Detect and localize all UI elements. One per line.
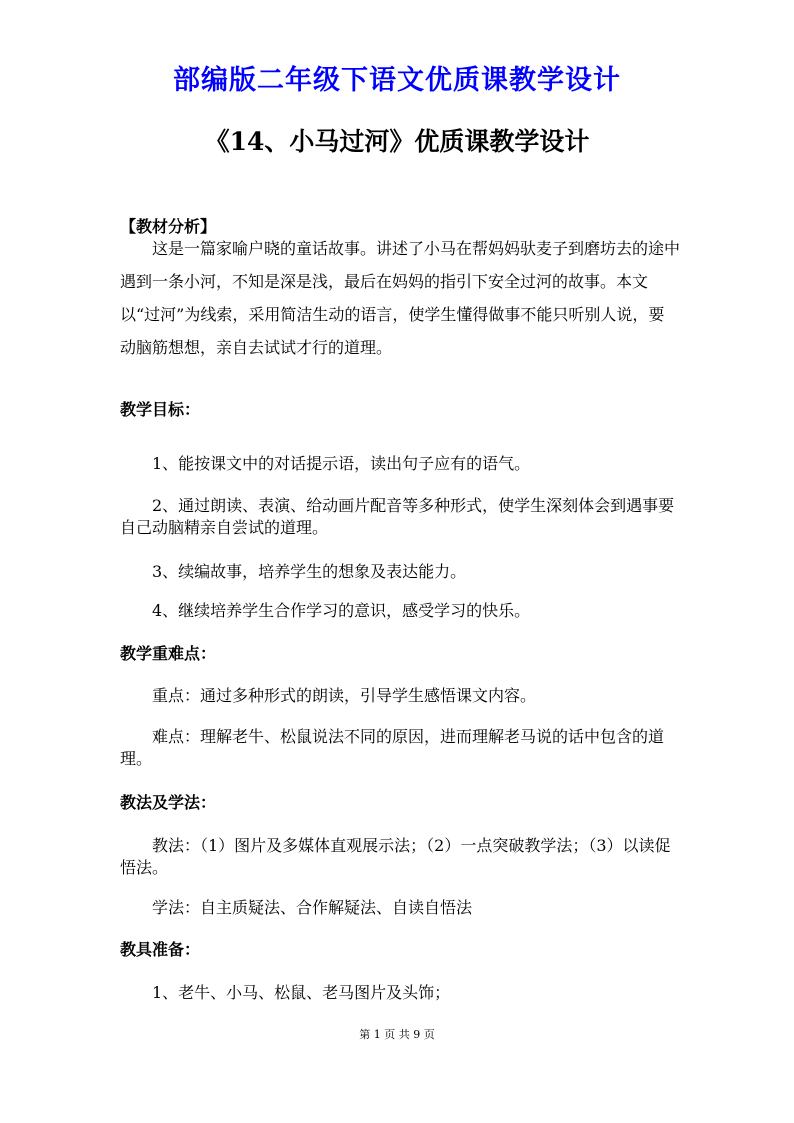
goal-item: 4、继续培养学生合作学习的意识，感受学习的快乐。 xyxy=(152,601,531,620)
analysis-heading: 【教材分析】 xyxy=(120,217,217,236)
learning-method: 学法：自主质疑法、合作解疑法、自读自悟法 xyxy=(152,898,473,917)
methods-heading: 教法及学法： xyxy=(120,793,217,812)
goals-heading: 教学目标： xyxy=(120,400,201,419)
page-footer: 第 1 页 共 9 页 xyxy=(359,1028,435,1041)
document-subtitle: 《14、小马过河》优质课教学设计 xyxy=(204,127,590,156)
tool-item: 1、老牛、小马、松鼠、老马图片及头饰； xyxy=(152,983,451,1002)
teaching-method: 教法：（1）图片及多媒体直观展示法；（2）一点突破教学法；（3）以读促悟法。 xyxy=(120,836,671,877)
focus-point: 重点：通过多种形式的朗读，引导学生感悟课文内容。 xyxy=(152,686,537,705)
goal-item: 3、续编故事，培养学生的想象及表达能力。 xyxy=(152,562,467,581)
keypoints-heading: 教学重难点： xyxy=(120,644,217,663)
difficulty-point: 难点：理解老牛、松鼠说法不同的原因，进而理解老马说的话中包含的道理。 xyxy=(120,727,665,768)
document-title: 部编版二年级下语文优质课教学设计 xyxy=(173,65,621,96)
tools-heading: 教具准备： xyxy=(120,940,201,959)
goal-item: 1、能按课文中的对话提示语，读出句子应有的语气。 xyxy=(152,454,531,473)
analysis-body: 这是一篇家喻户晓的童话故事。讲述了小马在帮妈妈驮麦子到磨坊去的途中遇到一条小河，不知是深是浅，最后在妈妈的指引下安全过河的故事。本文以“过河”为线索，采用简洁生动的语言，使学生懂得做事不能只听别人说，要动脑筋想想，亲自去试试才行的道理。 xyxy=(120,239,681,357)
goal-item: 2、通过朗读、表演、给动画片配音等多种形式，使学生深刻体会到遇事要自己动脑精亲自尝试的道理。 xyxy=(120,496,675,537)
